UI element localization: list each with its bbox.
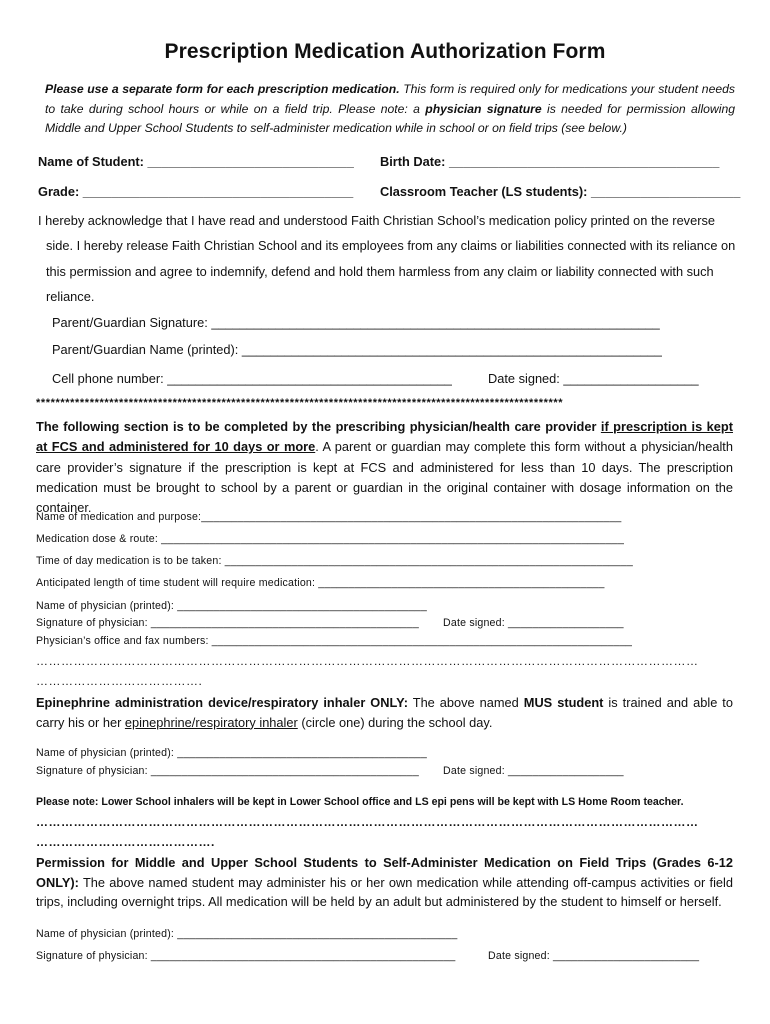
grade-field[interactable]: Grade: ______________________________________ <box>38 184 354 199</box>
self-administer-paragraph <box>36 853 733 912</box>
physician-signature-field[interactable]: Signature of physician: ____________________________________________ <box>36 617 419 629</box>
classroom-teacher-field[interactable]: Classroom Teacher (LS students): _____________________ <box>380 184 741 199</box>
page-title: Prescription Medication Authorization Form <box>164 40 606 63</box>
self-admin-date-signed-field[interactable]: Date signed: ________________________ <box>488 950 700 962</box>
physician-date-signed-field[interactable]: Date signed: ___________________ <box>443 617 624 629</box>
self-admin-physician-signature-field[interactable]: Signature of physician: __________________________________________________ <box>36 950 456 962</box>
anticipated-length-field[interactable]: Anticipated length of time student will require medication: _______________________________________________ <box>36 577 605 589</box>
intro-text-1: This form is required only for medications your student needs to take during school hours or while on a field trip. Please note: a <box>45 82 735 116</box>
medication-dose-route-field[interactable]: Medication dose & route: ____________________________________________________________________________ <box>36 533 625 545</box>
intro-bold-2: physician signature <box>425 101 542 116</box>
medication-purpose-field[interactable]: Name of medication and purpose:_____________________________________________________________________ <box>36 511 622 523</box>
physician-intro-rest: . A parent or guardian may complete this form without a physician/health care provider’s signature if the prescription is kept at FCS and administered for less than 10 days. The prescription medication must be brought to school by a parent or guardian in the original container with dosage information on the container. <box>36 439 733 516</box>
physician-name-field[interactable]: Name of physician (printed): _________________________________________ <box>36 600 427 612</box>
epi-physician-signature-field[interactable]: Signature of physician: ____________________________________________ <box>36 765 419 777</box>
self-administer-bold-label: Permission for Middle and Upper School Students to Self-Administer Medication on Field Trips (Grades 6-12 ONLY): <box>36 855 733 890</box>
intro-text-2: is needed for permission allowing Middle and Upper School Students to self-administer medication while in school or on field trips (see below.) <box>45 101 736 135</box>
parent-name-field[interactable]: Parent/Guardian Name (printed): ___________________________________________________________ <box>52 342 662 357</box>
intro-paragraph <box>45 80 735 139</box>
epinephrine-inhaler-choice: epinephrine/respiratory inhaler <box>124 714 298 730</box>
dotted-separator-2: …………………………………………………………………………………………………………………………………………… <box>36 815 699 829</box>
epinephrine-text-2: is trained and able to carry his or her <box>36 695 733 730</box>
epinephrine-text-3: (circle one) during the school day. <box>297 714 493 730</box>
epinephrine-text-1: The above named <box>407 695 524 710</box>
physician-intro-bold: The following section is to be completed by the prescribing physician/health care provider <box>36 419 601 434</box>
physician-section-intro <box>36 417 733 518</box>
lower-school-note: Please note: Lower School inhalers will be kept in Lower School office and LS epi pens will be kept with LS Home Room teacher. <box>36 796 684 808</box>
student-name-field[interactable]: Name of Student: _____________________________ <box>38 154 354 169</box>
epinephrine-paragraph <box>36 693 733 732</box>
dotted-separator-1: …………………………………………………………………………………………………………………………………………… <box>36 654 699 668</box>
dotted-separator-1-tail: …………………………………. <box>36 674 203 688</box>
physician-intro-underline: if prescription is kept at FCS and administered for 10 days or more <box>36 419 733 455</box>
intro-bold-1: Please use a separate form for each prescription medication. <box>45 82 400 96</box>
parent-signature-field[interactable]: Parent/Guardian Signature: _______________________________________________________________ <box>52 315 660 330</box>
cell-phone-field[interactable]: Cell phone number: ________________________________________ <box>52 371 452 386</box>
acknowledge-line-1: I hereby acknowledge that I have read and understood Faith Christian School’s medication policy printed on the reverse <box>38 213 715 228</box>
epi-physician-name-field[interactable]: Name of physician (printed): _________________________________________ <box>36 747 427 759</box>
epinephrine-mus-student: MUS student <box>523 695 604 710</box>
self-administer-text: The above named student may administer his or her own medication while attending off-campus activities or field trips, including overnight trips. All medication will be held by an adult but administered by the student to himself or herself. <box>36 874 733 909</box>
star-separator: ************************************************************************************************************ <box>36 397 564 409</box>
epi-date-signed-field[interactable]: Date signed: ___________________ <box>443 765 624 777</box>
time-of-day-field[interactable]: Time of day medication is to be taken: ___________________________________________________________________ <box>36 555 633 567</box>
parent-date-signed-field[interactable]: Date signed: ___________________ <box>488 371 699 386</box>
acknowledge-line-2: side. I hereby release Faith Christian School and its employees from any claims or liabilities connected with its reliance on <box>46 238 736 253</box>
dotted-separator-2-tail: ……………………………………. <box>36 835 215 849</box>
self-admin-physician-name-field[interactable]: Name of physician (printed): ______________________________________________ <box>36 928 458 940</box>
acknowledge-line-3: this permission and agree to indemnify, defend and hold them harmless from any claim or liability connected with such <box>46 264 714 279</box>
physician-office-fax-field[interactable]: Physician’s office and fax numbers: _____________________________________________________________________ <box>36 635 633 647</box>
birth-date-field[interactable]: Birth Date: ______________________________________ <box>380 154 720 169</box>
epinephrine-bold-label: Epinephrine administration device/respiratory inhaler ONLY: <box>36 695 408 710</box>
acknowledge-line-4: reliance. <box>46 289 95 304</box>
